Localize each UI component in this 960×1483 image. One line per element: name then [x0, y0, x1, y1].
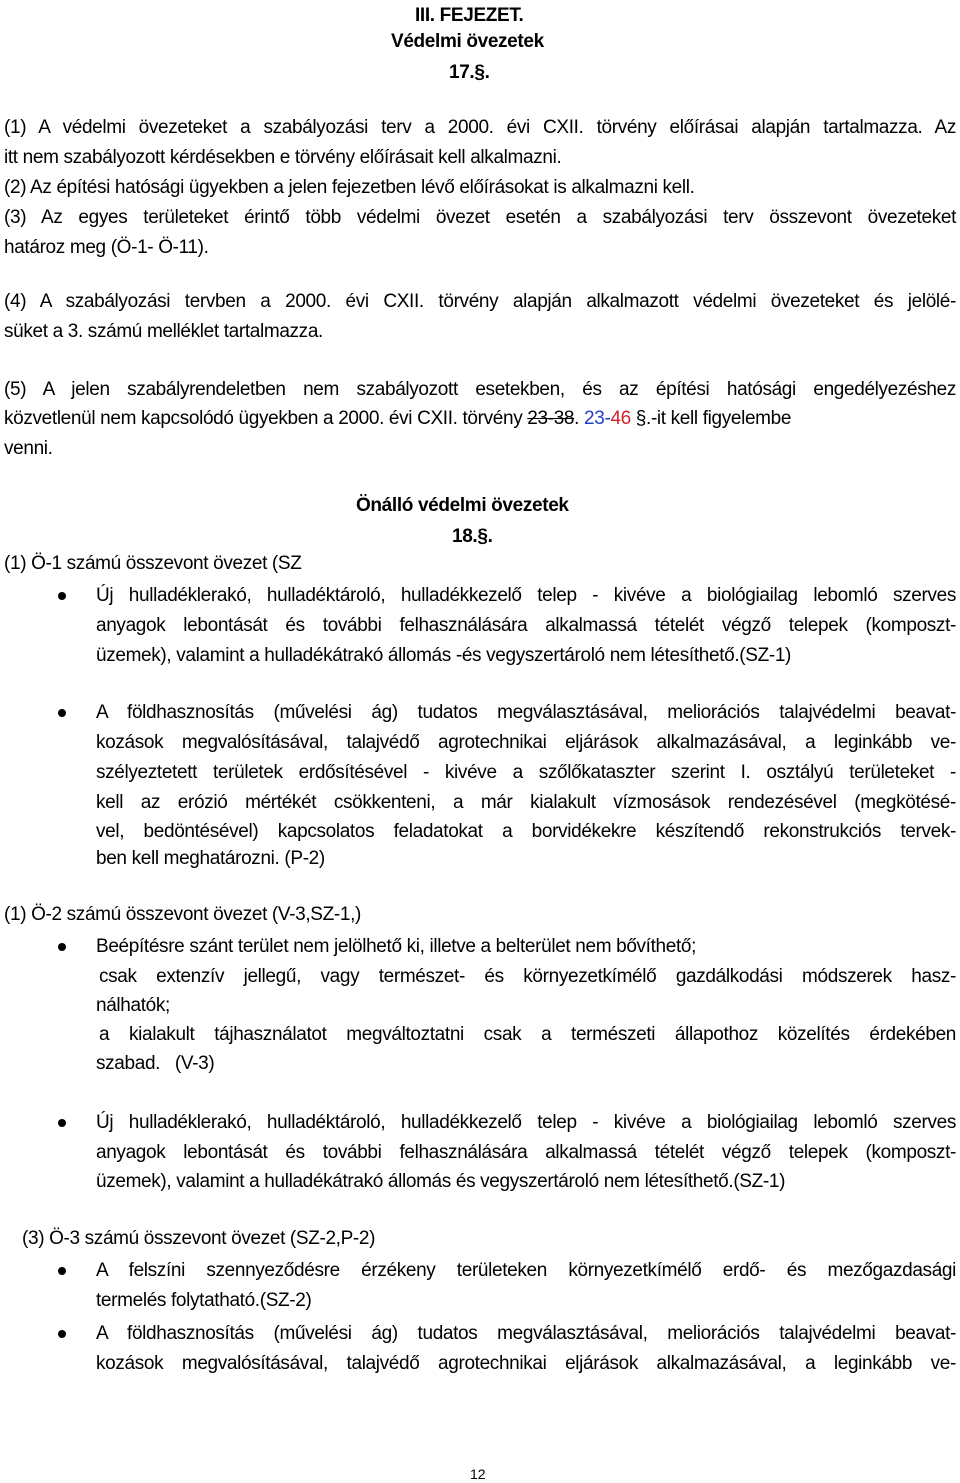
zone-o3-heading: (3) Ö-3 számú összevont övezet (SZ-2,P-2): [22, 1228, 376, 1249]
paragraph-3-line-2: határoz meg (Ö-1- Ö-11).: [4, 237, 209, 258]
zone-o3-bullet-1-line-2: termelés folytatható.(SZ-2): [96, 1290, 312, 1311]
zone-o2-heading: (1) Ö-2 számú összevont övezet (V-3,SZ-1,): [4, 904, 361, 925]
zone-o3-bullet-1-line-1: A felszíni szennyeződésre érzékeny területeken környezetkímélő erdő- és mezőgazdasági: [96, 1260, 956, 1281]
section-number-18: 18.§.: [452, 526, 493, 547]
paragraph-5-line-3: venni.: [4, 438, 53, 459]
chapter-title: Védelmi övezetek: [391, 31, 544, 52]
paragraph-4-line-1: (4) A szabályozási tervben a 2000. évi CXII. törvény alapján alkalmazott védelmi övezeteket és jelölé-: [4, 291, 956, 312]
zone-o2-bullet-1-line-4: a kialakult tájhasználatot megváltoztatni csak a természeti állapothoz közelítés érdekében: [99, 1024, 956, 1045]
paragraph-3-line-1: (3) Az egyes területeket érintő több védelmi övezet esetén a szabályozási terv összevont övezeteket: [4, 207, 956, 228]
paragraph-5-line-2: [4, 407, 791, 431]
bullet-icon: [58, 1267, 66, 1275]
paragraph-5-text-c: §.-it kell figyelembe: [630, 408, 792, 429]
page-number: 12: [470, 1466, 486, 1482]
zone-o2-bullet-1-line-2: csak extenzív jellegű, vagy természet- és környezetkímélő gazdálkodási módszerek hasz-: [99, 966, 956, 987]
paragraph-4-line-2: süket a 3. számú melléklet tartalmazza.: [4, 321, 323, 342]
zone-o3-bullet-2-line-1: A földhasznosítás (művelési ág) tudatos megválasztásával, meliorációs talajvédelmi beavat-: [96, 1323, 956, 1344]
section-18-title: Önálló védelmi övezetek: [356, 495, 569, 516]
zone-o2-bullet-2-line-3: üzemek), valamint a hulladékátrakó állomás és vegyszertároló nem létesíthető.(SZ-1): [96, 1171, 786, 1192]
zone-o1-bullet-1-line-3: üzemek), valamint a hulladékátrakó állomás -és vegyszertároló nem létesíthető.(SZ-1): [96, 645, 792, 666]
zone-o1-heading: (1) Ö-1 számú összevont övezet (SZ: [4, 553, 302, 574]
inserted-reference-end: 46: [610, 408, 631, 429]
zone-o2-bullet-2-line-1: Új hulladéklerakó, hulladéktároló, hulladékkezelő telep - kivéve a biológiailag lebomló szerves: [96, 1112, 956, 1133]
zone-o3-bullet-2-line-2: kozások megvalósításával, talajvédő agrotechnikai eljárások alkalmazásával, a leginkább ve-: [96, 1353, 956, 1374]
bullet-icon: [58, 943, 66, 951]
bullet-icon: [58, 1330, 66, 1338]
zone-o1-bullet-2-line-2: kozások megvalósításával, talajvédő agrotechnikai eljárások alkalmazásával, a leginkább ve-: [96, 732, 956, 753]
section-number-17: 17.§.: [449, 62, 490, 83]
zone-o1-bullet-1-line-1: Új hulladéklerakó, hulladéktároló, hulladékkezelő telep - kivéve a biológiailag lebomló szerves: [96, 585, 956, 606]
paragraph-1-line-2: itt nem szabályozott kérdésekben e törvény előírásait kell alkalmazni.: [4, 147, 562, 168]
zone-o1-bullet-2-line-6: ben kell meghatározni. (P-2): [96, 848, 325, 869]
chapter-heading: III. FEJEZET.: [415, 5, 524, 26]
zone-o1-bullet-2-line-4: kell az erózió mértékét csökkenteni, a már kialakult vízmosások rendezésével (megkötésé-: [96, 792, 956, 813]
inserted-reference-start: 23-: [584, 408, 611, 429]
zone-o1-bullet-2-line-1: A földhasznosítás (művelési ág) tudatos megválasztásával, meliorációs talajvédelmi beavat-: [96, 702, 956, 723]
paragraph-1-line-1: (1) A védelmi övezeteket a szabályozási terv a 2000. évi CXII. törvény előírásai alapján tartalmazza. Az: [4, 117, 956, 138]
deleted-reference: 23-38: [527, 408, 575, 429]
zone-o2-bullet-2-line-2: anyagok lebontását és további felhasználására alkalmassá tételét végző telepek (komposzt-: [96, 1142, 956, 1163]
zone-o1-bullet-2-line-3: szélyeztetett területek erdősítésével - kivéve a szőlőkataszter szerint I. osztályú területeket -: [96, 762, 956, 783]
paragraph-5-text-a: közvetlenül nem kapcsolódó ügyekben a 2000. évi CXII. törvény: [4, 408, 528, 429]
paragraph-2: (2) Az építési hatósági ügyekben a jelen fejezetben lévő előírásokat is alkalmazni kell.: [4, 177, 695, 198]
zone-o1-bullet-1-line-2: anyagok lebontását és további felhasználására alkalmassá tételét végző telepek (komposzt-: [96, 615, 956, 636]
zone-o2-bullet-1-line-5: szabad. (V-3): [96, 1053, 215, 1074]
bullet-icon: [58, 709, 66, 717]
zone-o2-bullet-1-line-3: nálhatók;: [96, 995, 170, 1016]
zone-o2-bullet-1-line-1: Beépítésre szánt terület nem jelölhető ki, illetve a belterület nem bővíthető;: [96, 936, 697, 957]
bullet-icon: [58, 1119, 66, 1127]
paragraph-5-line-1: (5) A jelen szabályrendeletben nem szabályozott esetekben, és az építési hatósági engedélyezéshez: [4, 379, 956, 400]
bullet-icon: [58, 592, 66, 600]
paragraph-5-text-b: .: [574, 408, 585, 429]
zone-o1-bullet-2-line-5: vel, bedöntésével) kapcsolatos feladatokat a borvidékekre készítendő rekonstrukciós tervek-: [96, 821, 956, 842]
